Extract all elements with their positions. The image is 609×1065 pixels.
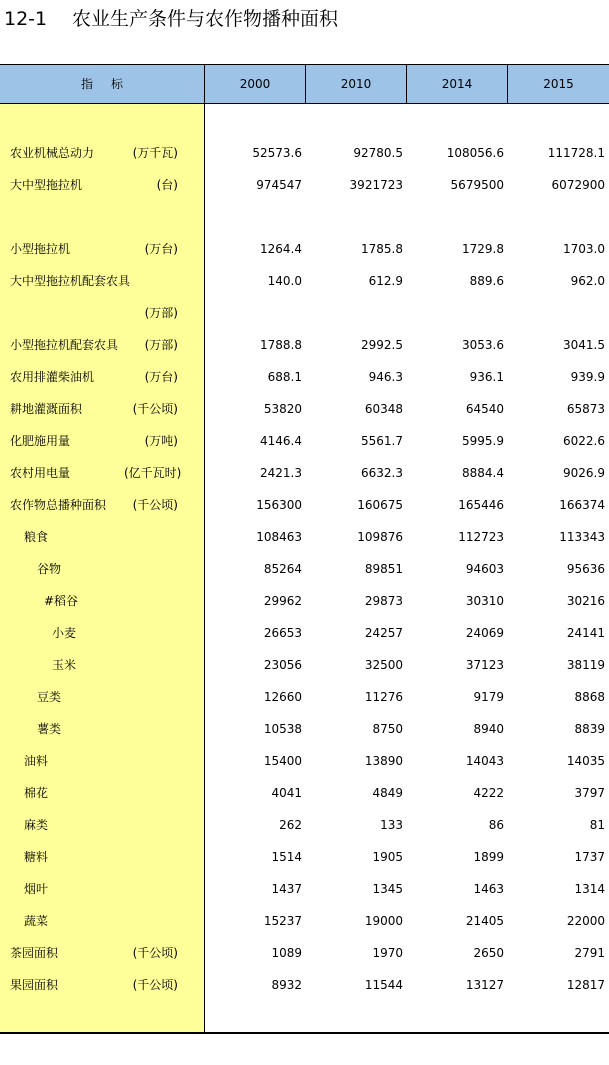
cell-value-2014: 13127 [465, 978, 504, 992]
cell-value-2010: 24257 [364, 626, 403, 640]
row-indicator-name: 油料 [24, 754, 49, 768]
row-unit [124, 777, 178, 809]
table-row [0, 297, 609, 329]
table-row [0, 681, 609, 713]
cell-value-2010: 5561.7 [361, 434, 403, 448]
row-indicator-name: 粮食 [24, 530, 49, 544]
cell-value-2000: 1437 [271, 882, 302, 896]
table-row [0, 329, 609, 361]
row-indicator-name: 小麦 [52, 626, 77, 640]
cell-value-2014: 165446 [458, 498, 504, 512]
table-row [0, 873, 609, 905]
table-row [0, 617, 609, 649]
cell-value-2000: 688.1 [267, 370, 302, 384]
cell-value-2015: 65873 [566, 402, 605, 416]
cell-value-2014: 8884.4 [462, 466, 504, 480]
cell-value-2010: 6632.3 [361, 466, 403, 480]
row-unit: (万吨) [144, 434, 178, 448]
cell-value-2014: 112723 [458, 530, 504, 544]
cell-value-2014: 94603 [465, 562, 504, 576]
row-unit: (亿千瓦时) [124, 466, 182, 480]
header-year-2015: 2015 [543, 77, 574, 91]
row-indicator-name: 农村用电量 [10, 466, 71, 480]
cell-value-2014: 24069 [465, 626, 504, 640]
cell-value-2000: 15400 [263, 754, 302, 768]
cell-value-2015: 22000 [566, 914, 605, 928]
row-indicator-name: 麻类 [24, 818, 49, 832]
row-unit [124, 553, 178, 585]
cell-value-2015: 1314 [574, 882, 605, 896]
cell-value-2000: 53820 [263, 402, 302, 416]
table-row [0, 425, 609, 457]
row-indicator-name: 大中型拖拉机配套农具 [10, 274, 131, 288]
cell-value-2015: 3041.5 [563, 338, 605, 352]
header-year-2010: 2010 [306, 65, 407, 103]
cell-value-2014: 1729.8 [462, 242, 504, 256]
row-unit [124, 649, 178, 681]
cell-value-2015 [515, 297, 605, 329]
row-indicator-name: 农作物总播种面积 [10, 498, 107, 512]
cell-value-2014: 5995.9 [462, 434, 504, 448]
row-indicator-name: 果园面积 [10, 978, 59, 992]
row-indicator-name: 糖料 [24, 850, 49, 864]
cell-value-2014: 30310 [465, 594, 504, 608]
cell-value-2000: 29962 [263, 594, 302, 608]
row-unit: (千公顷) [132, 978, 178, 992]
cell-value-2015: 8868 [574, 690, 605, 704]
cell-value-2014: 64540 [465, 402, 504, 416]
table-row [0, 649, 609, 681]
row-unit: (台) [156, 178, 178, 192]
cell-value-2000: 2421.3 [260, 466, 302, 480]
row-indicator-name: 玉米 [52, 658, 77, 672]
cell-value-2010: 11276 [364, 690, 403, 704]
row-indicator-name: 小型拖拉机 [10, 242, 71, 256]
cell-value-2015: 14035 [566, 754, 605, 768]
cell-value-2010: 92780.5 [353, 146, 403, 160]
cell-value-2000: 4146.4 [260, 434, 302, 448]
cell-value-2000: 4041 [271, 786, 302, 800]
cell-value-2015: 24141 [566, 626, 605, 640]
cell-value-2000: 26653 [263, 626, 302, 640]
cell-value-2015: 111728.1 [547, 146, 605, 160]
cell-value-2015: 12817 [566, 978, 605, 992]
table-bottom-border [0, 1032, 609, 1034]
table-row [0, 489, 609, 521]
row-indicator-name: 耕地灌溉面积 [10, 402, 83, 416]
cell-value-2014: 14043 [465, 754, 504, 768]
cell-value-2010: 133 [380, 818, 403, 832]
row-unit: (千公顷) [132, 402, 178, 416]
cell-value-2014: 21405 [465, 914, 504, 928]
table-row [0, 777, 609, 809]
header-indicator: 指标 [0, 65, 205, 103]
cell-value-2010: 1345 [372, 882, 403, 896]
cell-value-2010: 2992.5 [361, 338, 403, 352]
cell-value-2010: 4849 [372, 786, 403, 800]
table-row [0, 265, 609, 297]
table-row [0, 233, 609, 265]
cell-value-2015: 113343 [559, 530, 605, 544]
row-indicator-name: 谷物 [37, 562, 62, 576]
header-year-2000: 2000 [205, 65, 306, 103]
cell-value-2015: 166374 [559, 498, 605, 512]
cell-value-2000: 262 [279, 818, 302, 832]
table-number: 12-1 [4, 8, 48, 30]
table-row [0, 457, 609, 489]
cell-value-2010: 3921723 [349, 178, 403, 192]
table-row [0, 553, 609, 585]
cell-value-2010: 32500 [364, 658, 403, 672]
row-indicator-name: 烟叶 [24, 882, 49, 896]
row-unit [124, 841, 178, 873]
cell-value-2015: 939.9 [570, 370, 605, 384]
row-unit: (万部) [144, 338, 178, 352]
table-row [0, 137, 609, 169]
table-row [0, 937, 609, 969]
cell-value-2015: 1737 [574, 850, 605, 864]
cell-value-2000: 1788.8 [260, 338, 302, 352]
row-indicator-name: 小型拖拉机配套农具 [10, 338, 119, 352]
cell-value-2010 [313, 297, 403, 329]
cell-value-2000: 85264 [263, 562, 302, 576]
row-unit: (万部) [144, 306, 178, 320]
row-unit [124, 713, 178, 745]
cell-value-2014: 5679500 [450, 178, 504, 192]
cell-value-2010: 612.9 [368, 274, 403, 288]
cell-value-2014: 9179 [473, 690, 504, 704]
cell-value-2000: 1264.4 [260, 242, 302, 256]
cell-value-2014: 8940 [473, 722, 504, 736]
cell-value-2015: 6022.6 [563, 434, 605, 448]
table-row [0, 969, 609, 1001]
cell-value-2014: 108056.6 [446, 146, 504, 160]
cell-value-2015: 1703.0 [563, 242, 605, 256]
cell-value-2015: 9026.9 [563, 466, 605, 480]
row-unit [124, 809, 178, 841]
cell-value-2014: 3053.6 [462, 338, 504, 352]
cell-value-2014: 1463 [473, 882, 504, 896]
cell-value-2010: 1785.8 [361, 242, 403, 256]
header-year-2014: 2014 [407, 65, 508, 103]
cell-value-2010: 946.3 [368, 370, 403, 384]
table-row [0, 521, 609, 553]
cell-value-2010: 8750 [372, 722, 403, 736]
cell-value-2014: 86 [488, 818, 504, 832]
cell-value-2000: 15237 [263, 914, 302, 928]
row-unit: (万台) [144, 370, 178, 384]
cell-value-2015: 2791 [574, 946, 605, 960]
row-unit [124, 521, 178, 553]
cell-value-2010: 89851 [364, 562, 403, 576]
cell-value-2014: 4222 [473, 786, 504, 800]
row-unit: (千公顷) [132, 498, 178, 512]
table-row [0, 713, 609, 745]
cell-value-2015: 30216 [566, 594, 605, 608]
table-row [0, 841, 609, 873]
cell-value-2010: 109876 [357, 530, 403, 544]
cell-value-2000 [212, 297, 302, 329]
cell-value-2014: 936.1 [469, 370, 504, 384]
cell-value-2010: 1970 [372, 946, 403, 960]
row-unit: (万台) [144, 242, 178, 256]
row-indicator-name: 薯类 [37, 722, 62, 736]
cell-value-2010: 160675 [357, 498, 403, 512]
cell-value-2000: 8932 [271, 978, 302, 992]
cell-value-2015: 3797 [574, 786, 605, 800]
row-indicator-name: 茶园面积 [10, 946, 59, 960]
cell-value-2000: 1089 [271, 946, 302, 960]
row-unit [124, 873, 178, 905]
cell-value-2014 [414, 297, 504, 329]
cell-value-2000: 974547 [256, 178, 302, 192]
cell-value-2000: 23056 [263, 658, 302, 672]
cell-value-2014: 2650 [473, 946, 504, 960]
cell-value-2014: 37123 [465, 658, 504, 672]
cell-value-2000: 140.0 [267, 274, 302, 288]
row-indicator-name: 农业机械总动力 [10, 146, 95, 160]
cell-value-2015: 81 [589, 818, 605, 832]
row-indicator-name: 大中型拖拉机 [10, 178, 83, 192]
table-row [0, 745, 609, 777]
row-indicator-name: 化肥施用量 [10, 434, 71, 448]
cell-value-2010: 29873 [364, 594, 403, 608]
table-row [0, 809, 609, 841]
row-unit [124, 265, 178, 297]
cell-value-2014: 889.6 [469, 274, 504, 288]
cell-value-2000: 52573.6 [252, 146, 302, 160]
cell-value-2010: 19000 [364, 914, 403, 928]
table-row [0, 361, 609, 393]
table-row [0, 393, 609, 425]
cell-value-2000: 12660 [263, 690, 302, 704]
cell-value-2000: 10538 [263, 722, 302, 736]
cell-value-2015: 95636 [566, 562, 605, 576]
row-unit [124, 617, 178, 649]
row-indicator-name: 豆类 [37, 690, 62, 704]
page-title [4, 6, 338, 32]
cell-value-2015: 38119 [566, 658, 605, 672]
row-indicator-name: #稻谷 [44, 594, 79, 608]
table-title: 农业生产条件与农作物播种面积 [72, 8, 339, 30]
cell-value-2014: 1899 [473, 850, 504, 864]
row-unit [124, 905, 178, 937]
cell-value-2000: 156300 [256, 498, 302, 512]
row-indicator-name: 农用排灌柴油机 [10, 370, 95, 384]
row-unit: (千公顷) [132, 946, 178, 960]
row-indicator-name: 棉花 [24, 786, 49, 800]
table-row [0, 905, 609, 937]
row-unit [124, 585, 178, 617]
cell-value-2015: 962.0 [570, 274, 605, 288]
cell-value-2015: 6072900 [551, 178, 605, 192]
table-row [0, 169, 609, 201]
row-unit: (万千瓦) [132, 146, 178, 160]
cell-value-2010: 60348 [364, 402, 403, 416]
row-unit [124, 745, 178, 777]
cell-value-2000: 108463 [256, 530, 302, 544]
cell-value-2010: 11544 [364, 978, 403, 992]
cell-value-2010: 1905 [372, 850, 403, 864]
row-indicator-name: 蔬菜 [24, 914, 49, 928]
row-unit [124, 681, 178, 713]
cell-value-2000: 1514 [271, 850, 302, 864]
table-row [0, 585, 609, 617]
table-header [0, 64, 609, 104]
cell-value-2015: 8839 [574, 722, 605, 736]
cell-value-2010: 13890 [364, 754, 403, 768]
